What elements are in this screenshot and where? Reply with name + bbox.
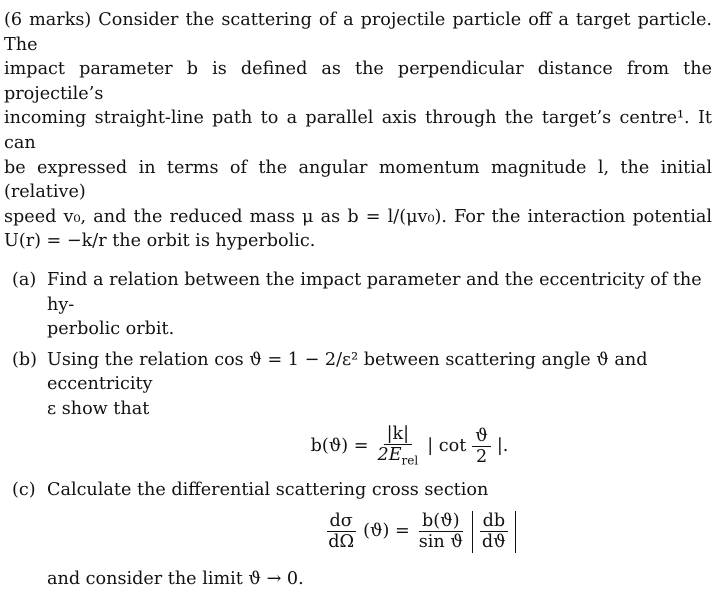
part-a-line-2: perbolic orbit. bbox=[47, 319, 175, 340]
eq2-rhs-numerator: b(ϑ) bbox=[419, 511, 463, 532]
intro-line-3: incoming straight-line path to a parallel axis through the target’s centre¹. It can bbox=[4, 108, 712, 153]
eq2-lhs-numerator: dσ bbox=[327, 511, 356, 532]
intro-line-6: U(r) = −k/r the orbit is hyperbolic. bbox=[4, 231, 316, 252]
closing-line: and consider the limit ϑ → 0. bbox=[47, 568, 304, 589]
eq2-abs-bar-left bbox=[472, 511, 473, 553]
eq1-fraction-k-denominator bbox=[375, 445, 422, 471]
intro-line-2: impact parameter b is defined as the perpendicular distance from the projectile’s bbox=[4, 59, 712, 104]
part-b-line-1: Using the relation cos ϑ = 1 − 2/ε² between scattering angle ϑ and eccentricity bbox=[47, 349, 648, 395]
part-a bbox=[4, 268, 712, 342]
part-c-label: (c) bbox=[12, 480, 36, 501]
eq2-abs-bar-right bbox=[515, 511, 516, 553]
eq1-end: |. bbox=[496, 436, 509, 457]
eq2-rhs-denominator: sin ϑ bbox=[418, 532, 463, 553]
problem-parts bbox=[4, 268, 712, 591]
part-c-line-1: Calculate the differential scattering cross section bbox=[47, 480, 489, 501]
eq1-fraction-k-numerator: |k| bbox=[384, 424, 413, 445]
eq1-den-sub: rel bbox=[401, 453, 419, 468]
part-b-line-2: ε show that bbox=[47, 398, 150, 419]
eq2-lhs-fraction bbox=[325, 511, 357, 552]
eq2-derivative-fraction bbox=[479, 511, 509, 552]
eq1-cot: | cot bbox=[427, 436, 467, 457]
problem-intro bbox=[4, 8, 712, 254]
eq1-fraction-theta bbox=[472, 426, 491, 467]
part-b-label: (b) bbox=[12, 349, 37, 370]
part-a-label: (a) bbox=[12, 269, 37, 290]
eq2-derivative-denominator: dϑ bbox=[481, 532, 506, 553]
equation-cross-section bbox=[47, 511, 712, 553]
part-a-line-1: Find a relation between the impact parameter and the eccentricity of the hy- bbox=[47, 269, 702, 315]
problem-text bbox=[4, 8, 712, 591]
eq2-derivative-numerator: db bbox=[480, 511, 509, 532]
eq1-den-base: 2E bbox=[377, 444, 402, 465]
eq2-rhs-fraction bbox=[416, 511, 466, 552]
eq2-lhs-arg: (ϑ) = bbox=[363, 521, 410, 542]
intro-line-4: be expressed in terms of the angular momentum magnitude l, the initial (relative) bbox=[4, 157, 712, 203]
eq1-fraction-theta-denominator: 2 bbox=[475, 447, 488, 468]
part-b bbox=[4, 348, 712, 470]
equation-impact-parameter bbox=[47, 424, 712, 471]
eq2-lhs-denominator: dΩ bbox=[328, 532, 355, 553]
eq1-lhs: b(ϑ) = bbox=[310, 436, 369, 457]
eq1-fraction-k bbox=[375, 424, 422, 471]
eq1-fraction-theta-numerator: ϑ bbox=[472, 426, 491, 447]
intro-line-5: speed v₀, and the reduced mass μ as b = l/(μv₀). For the interaction potential bbox=[4, 206, 712, 227]
part-c bbox=[4, 478, 712, 553]
intro-line-1: (6 marks) Consider the scattering of a projectile particle off a target particle. The bbox=[4, 10, 712, 55]
